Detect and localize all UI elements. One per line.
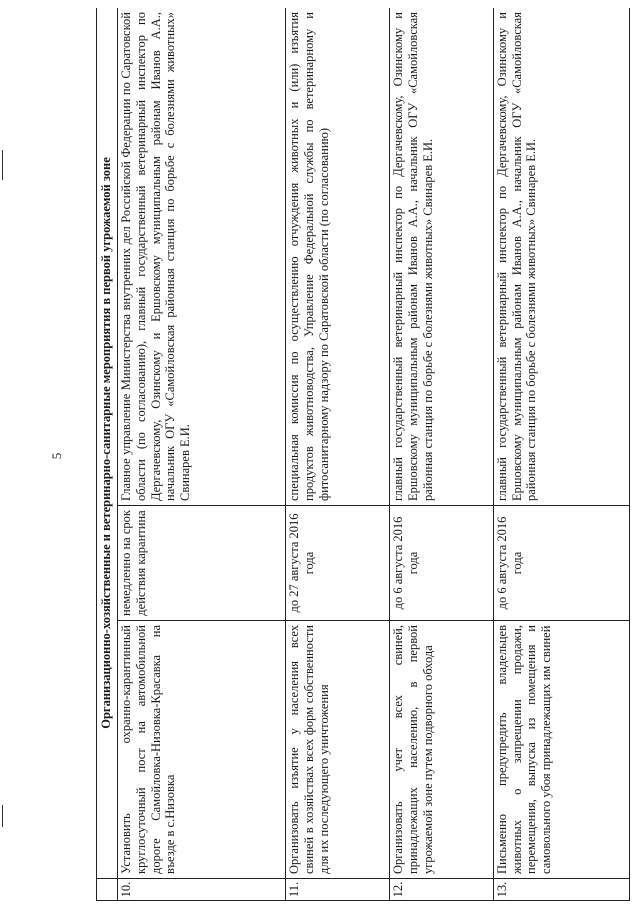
table-row [286,8,390,901]
page-number: 5 [49,452,64,460]
row-number: 12. [390,879,494,901]
row-responsible: специальная комиссия по осуществлению отчуждения животных и (или) изъятия продуктов животноводства, Управление Федеральной службы по ветеринарному и фитосанитарному надзору по Саратовской области (по согласованию) [286,8,390,506]
table-row [390,8,494,901]
row-number: 10. [118,879,286,901]
row-responsible: Главное управление Министерства внутренних дел Российской Федерации по Саратовской области (по согласованию), главный государственный ветеринарный инспектор по Дергачевскому, Озинскому и Ершовскому муниципальным районам Иванов А.А., начальник ОГУ «Самойловская районная станция по борьбе с болезнями животных» Свинарев Е.И. [118,8,286,506]
section-title: Организационно-хозяйственные и ветеринарно-санитарные мероприятия в первой угрожаемой зоне [97,8,118,879]
rotated-table-container [96,8,630,901]
row-measure: Организовать изъятие у населения всех свиней в хозяйствах всех форм собственности для их последующего уничтожения [286,621,390,879]
document-sheet [96,8,630,901]
table-row [118,8,286,901]
row-deadline: до 27 августа 2016 года [286,506,390,621]
row-deadline: до 6 августа 2016 года [390,506,494,621]
measures-table [96,8,630,901]
row-measure: Установить охранно-карантинный круглосуточный пост на автомобильной дороге Самойловка-Низовка-Красавка на въезде в с.Низовка [118,621,286,879]
section-header-row [97,8,118,901]
row-number: 13. [493,879,629,901]
scan-artifact [2,805,3,827]
row-responsible: главный государственный ветеринарный инспектор по Дергачевскому, Озинскому и Ершовскому муниципальным районам Иванов А.А., начальник ОГУ «Самойловская районная станция по борьбе с болезнями животных» Свинарев Е.И. [493,8,629,506]
header-spacer [97,879,118,901]
row-deadline: немедленно на срок действия карантина [118,506,286,621]
table-row [493,8,629,901]
row-deadline: до 6 августа 2016 года [493,506,629,621]
row-number: 11. [286,879,390,901]
scan-artifact [2,150,3,180]
row-measure: Организовать учет всех свиней, принадлежащих населению, в первой угрожаемой зоне путем подворного обхода [390,621,494,879]
row-responsible: главный государственный ветеринарный инспектор по Дергачевскому, Озинскому и Ершовскому муниципальным районам Иванов А.А., начальник ОГУ «Самойловская районная станция по борьбе с болезнями животных» Свинарев Е.И. [390,8,494,506]
row-measure: Письменно предупредить владельцев животных о запрещении продажи, перемещения, выпуска из помещения и самовольного убоя принадлежащих им свиней [493,621,629,879]
